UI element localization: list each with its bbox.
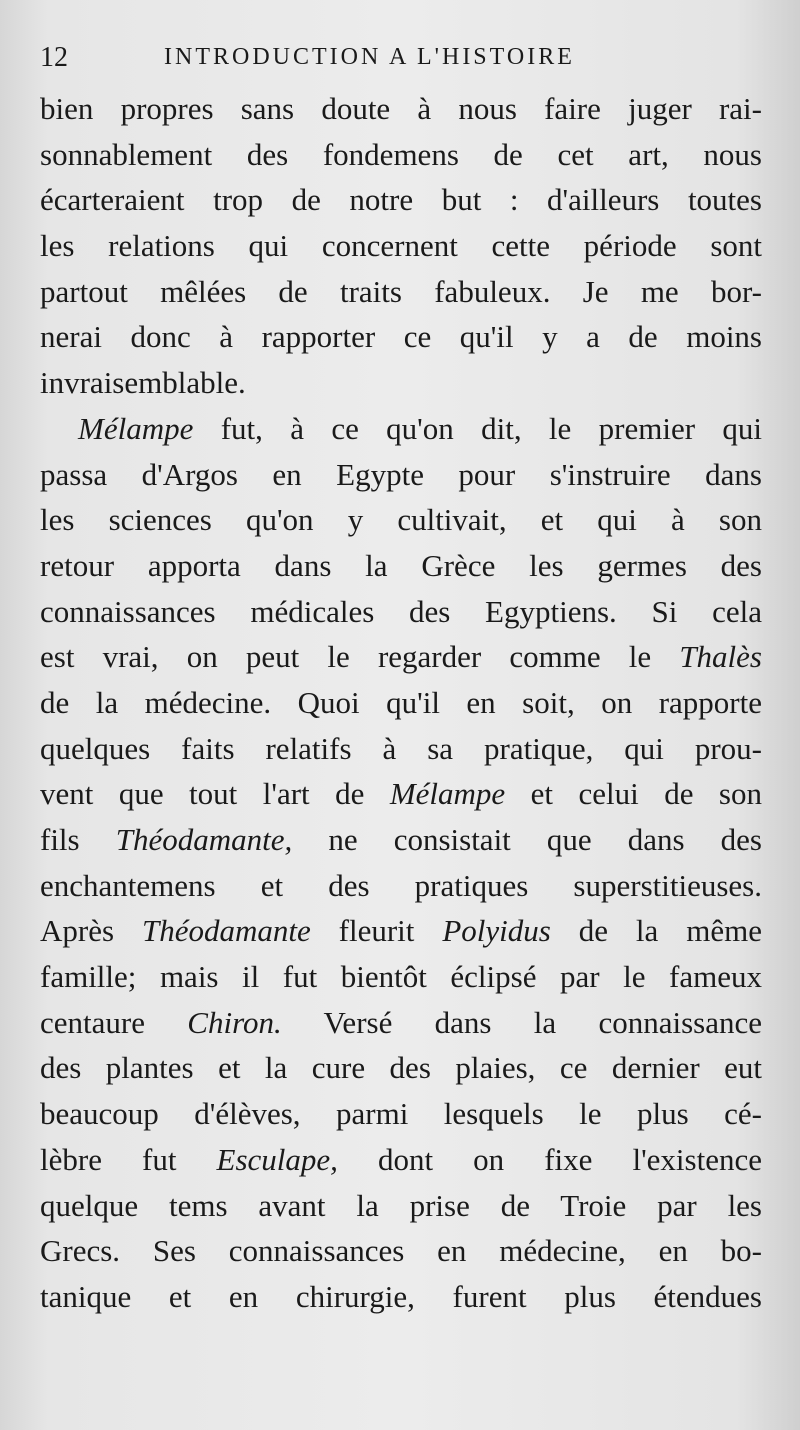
text-line: [40, 223, 762, 269]
text-line: [40, 543, 762, 589]
text-line: [40, 360, 762, 406]
text-line: [40, 726, 762, 772]
text-segment: passa d'Argos en Egypte pour s'instruire dans: [40, 456, 762, 492]
text-segment: bien propres sans doute à nous faire juger rai-: [40, 91, 762, 126]
text-line: [40, 1137, 762, 1183]
italic-name: Mélampe: [78, 410, 194, 446]
italic-name: Chiron.: [187, 1004, 282, 1040]
text-segment: fleurit: [310, 913, 443, 949]
text-line: [40, 1228, 762, 1274]
italic-name: Théodamante,: [115, 822, 293, 857]
text-segment: centaure: [40, 1004, 188, 1040]
text-segment: et celui de son: [505, 776, 762, 812]
running-title: INTRODUCTION A L'HISTOIRE: [164, 44, 575, 70]
text-segment: fut, à ce qu'on dit, le premier qui: [193, 410, 762, 446]
text-line: [40, 863, 762, 909]
text-segment: tanique et en chirurgie, furent plus étendues: [40, 1278, 762, 1314]
text-segment: de la même: [550, 913, 762, 949]
text-segment: beaucoup d'élèves, parmi lesquels le plus cé-: [40, 1096, 762, 1132]
text-line: [40, 680, 762, 726]
text-segment: partout mêlées de traits fabuleux. Je me bor-: [40, 273, 762, 309]
text-line: [40, 1000, 762, 1046]
text-line: [40, 132, 762, 178]
text-segment: les sciences qu'on y cultivait, et qui à son: [40, 502, 762, 538]
text-segment: de la médecine. Quoi qu'il en soit, on rapporte: [40, 684, 762, 720]
body-text: [40, 86, 762, 1320]
italic-name: Esculape,: [216, 1141, 338, 1177]
text-line: [40, 1274, 762, 1320]
text-line: [40, 497, 762, 543]
text-line: [40, 1183, 762, 1229]
text-segment: famille; mais il fut bientôt éclipsé par le fameux: [40, 959, 762, 995]
text-segment: retour apporta dans la Grèce les germes des: [40, 547, 762, 583]
italic-name: Thalès: [679, 639, 762, 675]
text-line: [40, 589, 762, 635]
text-line: [40, 177, 762, 223]
text-line: [40, 908, 762, 954]
text-segment: lèbre fut: [40, 1141, 217, 1177]
text-segment: est vrai, on peut le regarder comme le: [40, 639, 680, 675]
page-header: [40, 38, 770, 78]
text-line: [40, 1045, 762, 1091]
text-segment: Grecs. Ses connaissances en médecine, en bo-: [40, 1233, 762, 1269]
text-segment: les relations qui concernent cette période sont: [40, 228, 762, 264]
text-segment: sonnablement des fondemens de cet art, nous: [40, 136, 762, 172]
text-line: [40, 86, 762, 132]
text-segment: Versé dans la connaissance: [281, 1004, 762, 1040]
text-line: [40, 1091, 762, 1137]
text-line: [40, 314, 762, 360]
text-segment: Après: [40, 913, 142, 949]
text-line: [40, 269, 762, 315]
text-segment: écarteraient trop de notre but : d'ailleurs toutes: [40, 182, 762, 218]
text-line: [40, 817, 762, 863]
text-segment: quelque tems avant la prise de Troie par les: [40, 1187, 762, 1223]
italic-name: Polyidus: [442, 913, 551, 949]
text-segment: dont on fixe l'existence: [337, 1141, 762, 1177]
text-line: [40, 634, 762, 680]
text-segment: connaissances médicales des Egyptiens. Si cela: [40, 593, 762, 629]
page-number: 12: [40, 42, 68, 73]
text-segment: fils: [40, 822, 116, 857]
text-segment: ne consistait que dans des: [292, 822, 762, 857]
text-line: [40, 452, 762, 498]
text-segment: vent que tout l'art de: [40, 776, 390, 812]
text-segment: quelques faits relatifs à sa pratique, qui prou-: [40, 730, 762, 766]
text-line: [40, 771, 762, 817]
text-segment: nerai donc à rapporter ce qu'il y a de moins: [40, 319, 762, 355]
italic-name: Théodamante: [141, 913, 311, 949]
text-line: [40, 954, 762, 1000]
text-line: [40, 406, 762, 452]
italic-name: Mélampe: [389, 776, 506, 812]
text-segment: des plantes et la cure des plaies, ce dernier eut: [40, 1050, 762, 1086]
text-segment: enchantemens et des pratiques superstitieuses.: [40, 867, 762, 903]
text-segment: invraisemblable.: [40, 365, 246, 401]
